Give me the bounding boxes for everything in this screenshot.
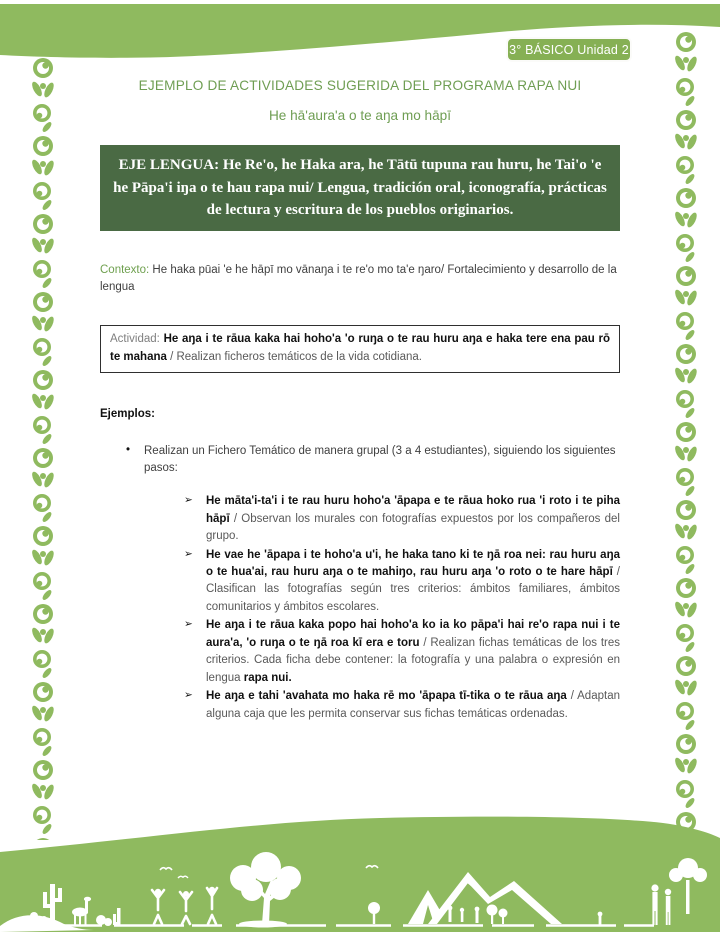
eje-lengua-text: EJE LENGUA: He Re'o, he Haka ara, he Tātū tupuna rau huru, he Tai'o 'e he Pāpa'i iŋa o te hau rapa nui/ Lengua, tradición oral, iconografía, prácticas de lectura y escritura de los pueblos originarios. bbox=[113, 157, 607, 218]
actividad-label: Actividad: bbox=[110, 333, 164, 345]
step-separator: / bbox=[229, 512, 242, 525]
arrow-bullet-icon: ➢ bbox=[184, 494, 193, 507]
bullet-icon: • bbox=[126, 443, 131, 456]
step-rapanui-text: He aŋa i te rāua kaka popo hai hoho'a ko ia ko pāpa'i hai re'o rapa nui i te aura'a, 'o ruŋa o te ŋā roa kī era e toru bbox=[206, 619, 620, 649]
contexto-label: Contexto: bbox=[100, 263, 153, 276]
actividad-rapanui-text: He aŋa i te rāua kaka hai hoho'a 'o ruŋa o te rau huru aŋa e haka tere ena pau rō te mahana bbox=[110, 333, 611, 363]
page-subtitle: He hā'aura'a o te aŋa mo hāpī bbox=[268, 108, 452, 123]
step-spanish-text: Adaptan alguna caja que les permita conservar sus fichas temáticas ordenadas. bbox=[206, 690, 620, 720]
steps-list bbox=[184, 493, 620, 723]
eje-lengua-box bbox=[100, 145, 620, 231]
arrow-bullet-icon: ➢ bbox=[184, 547, 193, 560]
step-spanish-text: Clasifican las fotografías según tres criterios: ámbitos familiares, ámbitos comunitarios y ámbitos escolares. bbox=[206, 583, 620, 613]
page-title: EJEMPLO DE ACTIVIDADES SUGERIDA DEL PROGRAMA RAPA NUI bbox=[138, 78, 582, 93]
koru-pattern-left bbox=[28, 56, 58, 840]
content-column bbox=[100, 78, 620, 724]
step-separator: / bbox=[566, 690, 578, 703]
step-separator: / bbox=[419, 636, 431, 649]
step-separator: / bbox=[612, 566, 621, 578]
intro-bullet-text: Realizan un Fichero Temático de manera grupal (3 a 4 estudiantes), siguiendo los siguientes pasos: bbox=[144, 444, 616, 474]
actividad-separator: / bbox=[166, 350, 177, 363]
contexto-paragraph bbox=[100, 262, 620, 297]
actividad-box bbox=[100, 325, 620, 373]
step-item bbox=[184, 688, 620, 723]
bottom-landscape-banner bbox=[0, 812, 720, 932]
arrow-bullet-icon: ➢ bbox=[184, 689, 193, 702]
step-item bbox=[184, 493, 620, 545]
step-item bbox=[184, 617, 620, 687]
step-rapanui-text: He vae he 'āpapa i te hoho'a u'i, he haka tano ki te ŋā roa nei: rau huru aŋa o te hua'ai, rau huru aŋa o te mahiŋo, rau huru aŋa 'o roto o te hare hāpī bbox=[206, 548, 620, 578]
unit-badge bbox=[506, 37, 632, 62]
arrow-bullet-icon: ➢ bbox=[184, 618, 193, 631]
koru-pattern-right bbox=[671, 30, 701, 838]
contexto-text: He haka pūai 'e he hāpī mo vānaŋa i te re'o mo ta'e ŋaro/ Fortalecimiento y desarrollo de la lengua bbox=[100, 263, 617, 293]
step-spanish-text: Realizan fichas temáticas de los tres criterios. Cada ficha debe contener: la fotografía y una palabra o expresión en lengua bbox=[206, 636, 621, 684]
step-rapanui-text: He māta'i-ta'i i te rau huru hoho'a 'āpapa e te rāua hoko rua 'i roto i te piha hāpī bbox=[206, 495, 620, 525]
unit-badge-label: 3° BÁSICO Unidad 2 bbox=[509, 42, 629, 57]
intro-bullet-item bbox=[100, 443, 620, 478]
ejemplos-heading: Ejemplos: bbox=[100, 407, 155, 420]
step-item bbox=[184, 547, 620, 617]
step-spanish-text: Observan los murales con fotografías expuestos por los compañeros del grupo. bbox=[206, 512, 620, 543]
step-rapanui-text: He aŋa e tahi 'avahata mo haka rē mo 'āpapa tī-tika o te rāua aŋa bbox=[206, 690, 567, 703]
step-bold-tail-text: rapa nui. bbox=[243, 671, 292, 684]
actividad-spanish-text: Realizan ficheros temáticos de la vida cotidiana. bbox=[176, 350, 422, 363]
